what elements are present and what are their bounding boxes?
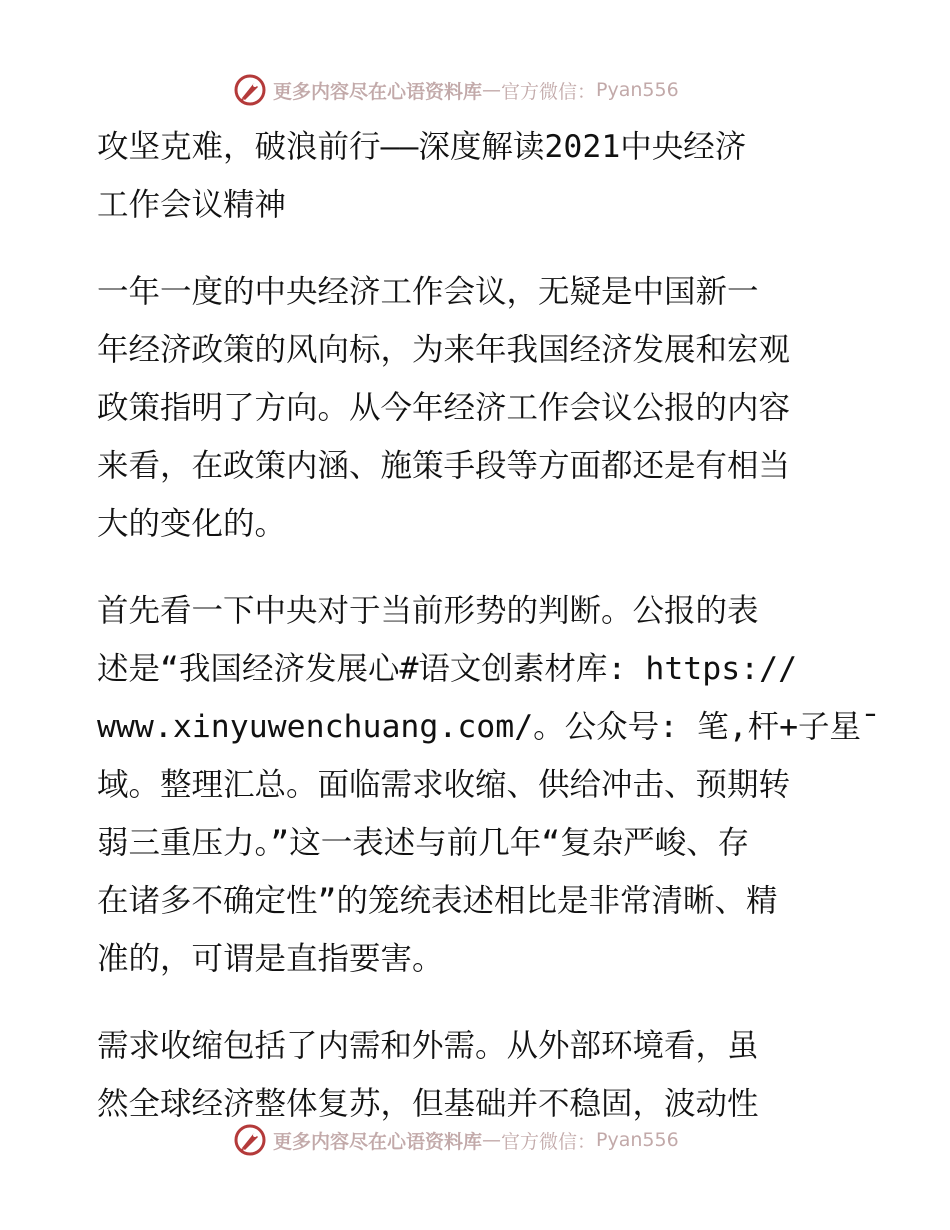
pen-nib-logo-icon bbox=[233, 73, 267, 107]
paragraph-line: www.xinyuwenchuang.com/。公众号: 笔,杆+子星¯ bbox=[97, 709, 881, 745]
paragraph-line: 准的，可谓是直指要害。 bbox=[97, 941, 444, 977]
title-line: 工作会议精神 bbox=[97, 187, 287, 223]
paragraph-line: 一年一度的中央经济工作会议，无疑是中国新一 bbox=[97, 274, 759, 310]
watermark-separator: — bbox=[482, 79, 502, 101]
document-body bbox=[97, 118, 881, 1133]
paragraph-line: 来看，在政策内涵、施策手段等方面都还是有相当 bbox=[97, 448, 791, 484]
article-title bbox=[97, 118, 853, 234]
header-watermark bbox=[233, 70, 733, 110]
watermark-label: 官方微信： bbox=[501, 1130, 597, 1153]
paragraph-line: 域。整理汇总。面临需求收缩、供给冲击、预期转 bbox=[97, 767, 791, 803]
title-line: 攻坚克难，破浪前行——深度解读2021中央经济 bbox=[97, 129, 747, 165]
paragraph-line: 年经济政策的风向标，为来年我国经济发展和宏观 bbox=[97, 332, 791, 368]
paragraph-line: 弱三重压力。”这一表述与前几年“复杂严峻、存 bbox=[97, 825, 750, 861]
paragraph-line: 述是“我国经济发展心#语文创素材库: https:// bbox=[97, 651, 798, 687]
watermark-label: 官方微信： bbox=[501, 80, 597, 103]
paragraph-line: 政策指明了方向。从今年经济工作会议公报的内容 bbox=[97, 390, 791, 426]
paragraph bbox=[97, 582, 881, 988]
paragraph-line: 大的变化的。 bbox=[97, 506, 287, 542]
paragraph-line: 然全球经济整体复苏，但基础并不稳固，波动性 bbox=[97, 1086, 759, 1122]
paragraph-line: 首先看一下中央对于当前形势的判断。公报的表 bbox=[97, 593, 759, 629]
paragraph-line: 在诸多不确定性”的笼统表述相比是非常清晰、精 bbox=[97, 883, 778, 919]
watermark-text: 更多内容尽在心语资料库 bbox=[273, 80, 483, 103]
footer-watermark bbox=[233, 1120, 733, 1160]
watermark-separator: — bbox=[482, 1129, 502, 1151]
paragraph-line: 需求收缩包括了内需和外需。从外部环境看，虽 bbox=[97, 1028, 759, 1064]
pen-nib-logo-icon bbox=[233, 1123, 267, 1157]
paragraph bbox=[97, 1017, 853, 1133]
watermark-text: 更多内容尽在心语资料库 bbox=[273, 1130, 483, 1153]
watermark-id: Pyan556 bbox=[596, 79, 679, 101]
paragraph bbox=[97, 263, 853, 553]
watermark-id: Pyan556 bbox=[596, 1129, 679, 1151]
